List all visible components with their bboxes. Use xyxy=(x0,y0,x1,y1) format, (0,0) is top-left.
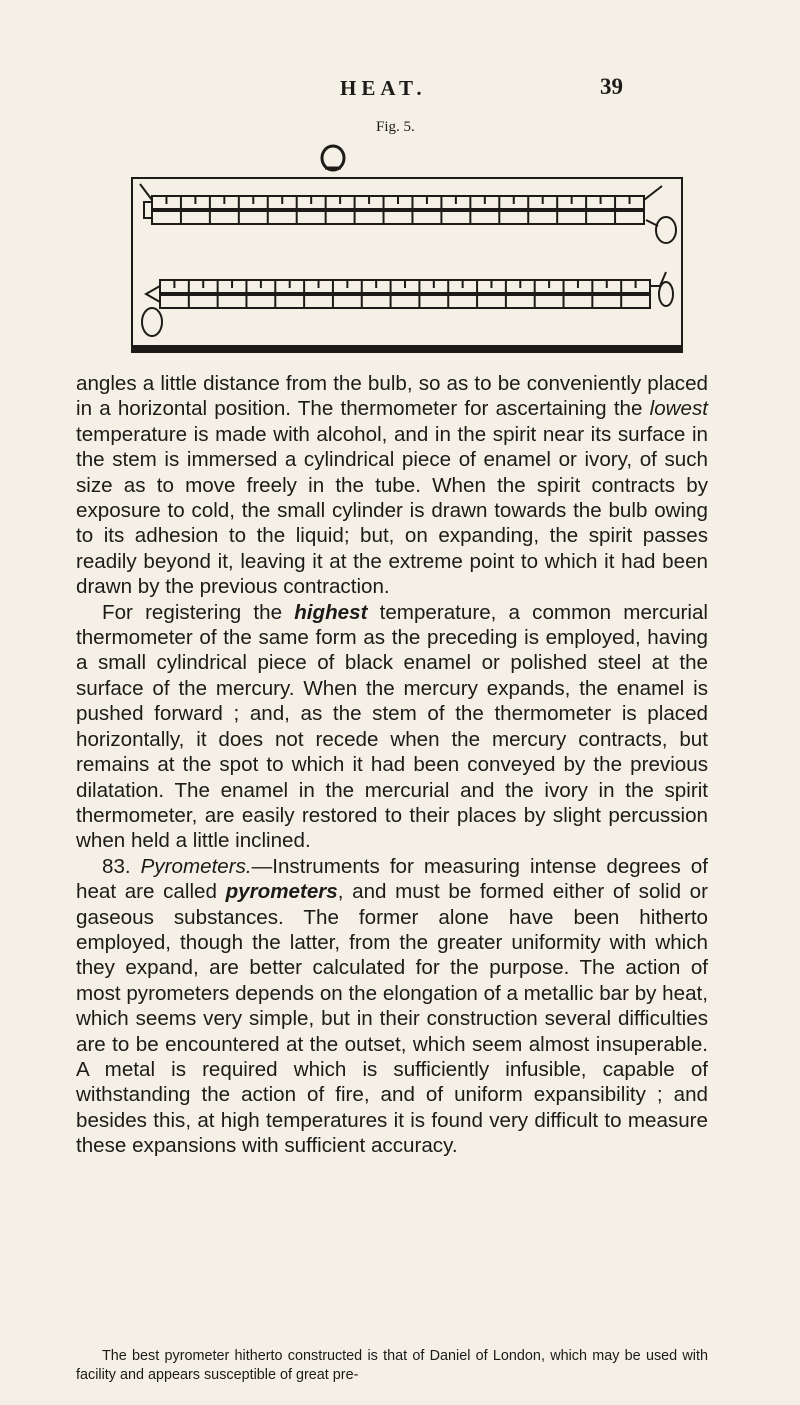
figure-caption: Fig. 5. xyxy=(376,119,415,135)
section-title-pyrometers: Pyrometers. xyxy=(140,854,252,878)
footnote-text: The best pyrometer hitherto constructed is that of Daniel of London, which may be used with facility and appears susceptible of great pre- xyxy=(76,1348,708,1383)
lower-thermometer-bulb xyxy=(142,308,162,336)
page-header xyxy=(0,76,800,106)
emphasis-lowest: lowest xyxy=(649,397,708,421)
upper-thermometer-stem-right xyxy=(644,186,662,200)
emphasis-pyrometers: pyrometers xyxy=(225,880,338,904)
body-text xyxy=(76,371,708,1159)
emphasis-highest: highest xyxy=(294,600,368,624)
hanging-ring xyxy=(322,146,344,170)
upper-thermometer-stem-left xyxy=(140,184,152,200)
page-number: 39 xyxy=(600,74,623,99)
upper-thermometer-end-clip xyxy=(144,202,152,218)
thermometer-illustration xyxy=(124,140,690,358)
section-number: 83. xyxy=(102,854,141,878)
paragraph-lowest-thermometer: angles a little distance from the bulb, so as to be conveniently placed in a horizontal position. The thermometer for ascertaining the lowest temperature is made with alcohol, and in the spirit near its surface in the stem is immersed a cylindrical piece of enamel or ivory, of such size as to move freely in the tube. When the spirit contracts by exposure to cold, the small cylinder is drawn towards the bulb owing to its adhesion to the liquid; but, on expanding, the spirit passes readily beyond it, leaving it at the extreme point to which it had been drawn by the previous contraction. xyxy=(76,372,708,599)
board-base xyxy=(132,346,682,352)
running-head: HEAT. xyxy=(340,76,427,100)
upper-thermometer-scale xyxy=(152,211,644,224)
figure-thermometers xyxy=(124,140,690,358)
lower-thermometer-end-clip xyxy=(146,286,160,302)
paragraph-highest-thermometer: For registering the highest temperature, a common mercurial thermometer of the same form as the preceding is employed, having a small cylindrical piece of black enamel or polished steel at the surface of the mercury. When the mercury expands, the enamel is pushed forward ; and, as the stem of the thermometer is placed horizontally, it does not recede when the mercury contracts, but remains at the spot to which it had been conveyed by the previous dilatation. The enamel in the mercurial and the ivory in the spirit thermometer, are easily restored to their places by slight percussion when held a little inclined. xyxy=(76,600,708,853)
lower-thermometer-end-cap xyxy=(659,282,673,306)
upper-thermometer-bulb xyxy=(656,217,676,243)
paragraph-pyrometers: 83. Pyrometers.—Instruments for measuring intense degrees of heat are called pyrometers, and must be formed either of solid or gaseous substances. The former alone have been hitherto employed, though the latter, from the greater uniformity with which they expand, are better calculated for the purpose. The action of most pyrometers depends on the elongation of a metallic bar by heat, which seems very simple, but in their construction several difficulties are to be encountered at the outset, which seem almost insuperable. A metal is required which is sufficiently infusible, capable of withstanding the action of fire, and of uniform expansibility ; and besides this, at high temperatures it is found very difficult to measure these expansions with sufficient accuracy. xyxy=(76,854,708,1158)
board-frame xyxy=(132,178,682,350)
footnote xyxy=(76,1347,708,1385)
lower-thermometer-scale xyxy=(160,295,650,308)
upper-thermometer-bulb-neck xyxy=(646,220,658,226)
